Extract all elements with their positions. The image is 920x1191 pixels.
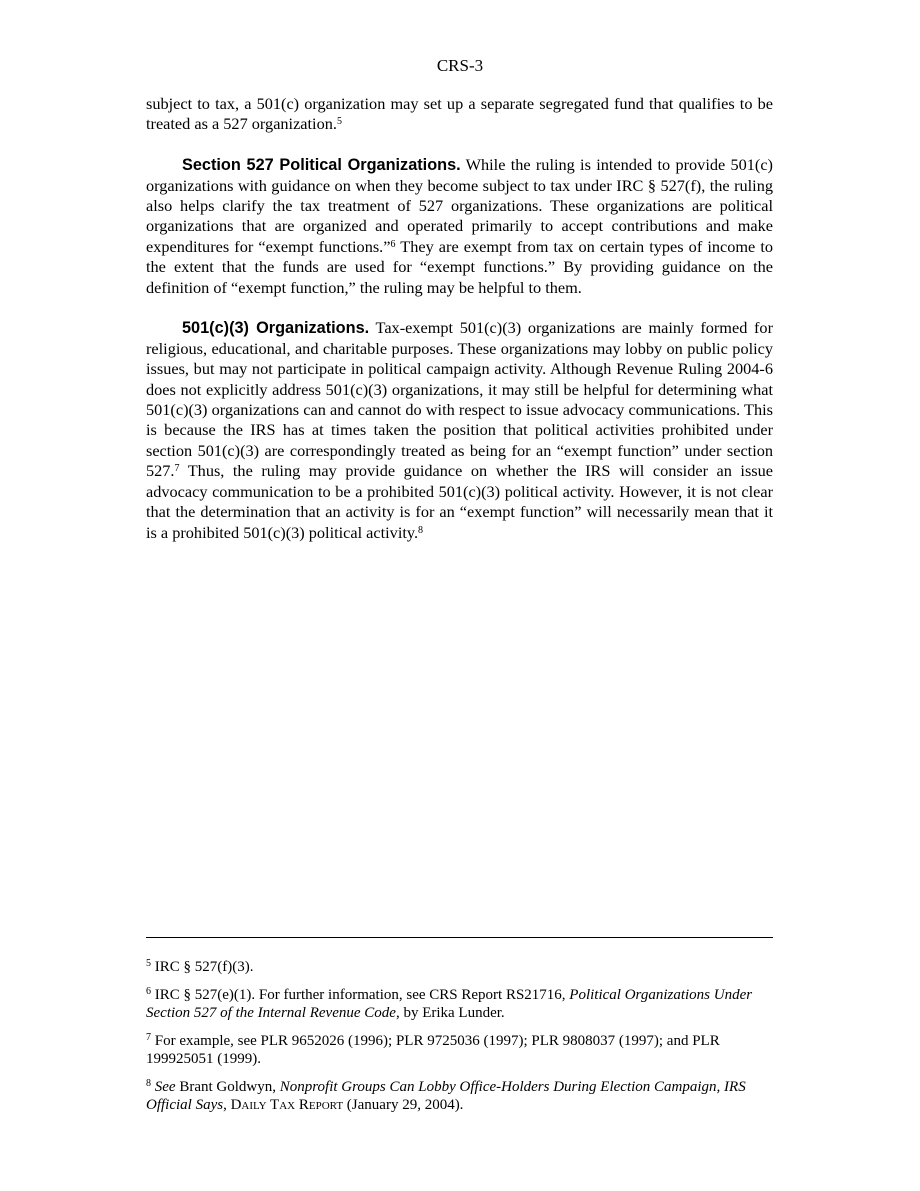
footnote-text: , bbox=[223, 1097, 231, 1113]
footnote-text: (January 29, 2004). bbox=[343, 1097, 464, 1113]
footnote-number: 8 bbox=[146, 1077, 151, 1089]
footnote-title: Nonprofit Groups Can Lobby Office-Holders During Election Campaign, IRS Official Says bbox=[146, 1078, 746, 1113]
footnote-text: Brant Goldwyn, bbox=[175, 1078, 280, 1095]
footnotes bbox=[146, 958, 773, 1124]
footnote-text: For example, see PLR 9652026 (1996); PLR 9725036 (1997); PLR 9808037 (1997); and PLR 199925051 (1999). bbox=[146, 1032, 720, 1067]
footnote-publication: Daily Tax Report bbox=[230, 1097, 344, 1113]
footnote-title: Political Organizations Under Section 527 of the Internal Revenue Code bbox=[146, 986, 753, 1021]
footnote-6 bbox=[146, 986, 773, 1023]
footnote-text: IRC § 527(f)(3). bbox=[151, 959, 254, 975]
footnote-ref-6[interactable]: 6 bbox=[390, 238, 396, 250]
paragraph-continuation bbox=[146, 94, 773, 135]
footnote-ref-7[interactable]: 7 bbox=[174, 463, 180, 475]
footnote-number: 5 bbox=[146, 958, 151, 969]
paragraph-section-527 bbox=[146, 155, 773, 298]
paragraph-text: subject to tax, a 501(c) organization may set up a separate segregated fund that qualifies to be treated as a 527 organization. bbox=[146, 94, 773, 134]
footnote-7 bbox=[146, 1032, 773, 1069]
footnote-see: See bbox=[154, 1078, 176, 1095]
paragraph-text: Thus, the ruling may provide guidance on whether the IRS will consider an issue advocacy communication to be a prohibited 501(c)(3) political activity. However, it is not clear that the determination that an activity is for an “exempt function” will necessarily mean that it is a prohibited 501(c)(3) political activity. bbox=[146, 461, 773, 542]
footnote-5 bbox=[146, 958, 773, 977]
section-heading-501c3: 501(c)(3) Organizations. bbox=[182, 319, 370, 338]
section-heading-527: Section 527 Political Organizations. bbox=[182, 156, 461, 175]
footnote-ref-5[interactable]: 5 bbox=[336, 116, 342, 128]
paragraph-section-501c3 bbox=[146, 318, 773, 542]
body-text bbox=[146, 94, 773, 563]
paragraph-text: Tax-exempt 501(c)(3) organizations are mainly formed for religious, educational, and charitable purposes. These organizations may lobby on public policy issues, but may not participate in political campaign activity. Although Revenue Ruling 2004-6 does not explicitly address 501(c)(3) organizations, it may still be helpful for determining what 501(c)(3) organizations can and cannot do with respect to issue advocacy communications. This is because the IRS has at times taken the position that political activities prohibited under section 501(c)(3) are correspondingly treated as being for an “exempt function” under section 527. bbox=[146, 318, 773, 481]
footnote-text: , by Erika Lunder. bbox=[395, 1005, 505, 1021]
paragraph-text: While the ruling is intended to provide 501(c) organizations with guidance on when they become subject to tax under IRC § 527(f), the ruling also helps clarify the tax treatment of 527 organizations. These organizations are political organizations that are organized and operated primarily to accept contributions and make expenditures for “exempt functions.” bbox=[146, 155, 773, 256]
paragraph-text: They are exempt from tax on certain types of income to the extent that the funds are used for “exempt functions.” By providing guidance on the definition of “exempt function,” the ruling may be helpful to them. bbox=[146, 236, 773, 297]
footnote-text: IRC § 527(e)(1). For further information, see CRS Report RS21716, bbox=[151, 986, 570, 1003]
footnote-ref-8[interactable]: 8 bbox=[418, 524, 424, 536]
footnote-divider bbox=[146, 937, 773, 938]
footnote-number: 6 bbox=[146, 985, 151, 997]
footnote-8 bbox=[146, 1078, 773, 1115]
page-header: CRS-3 bbox=[436, 56, 484, 75]
footnote-number: 7 bbox=[146, 1031, 151, 1043]
